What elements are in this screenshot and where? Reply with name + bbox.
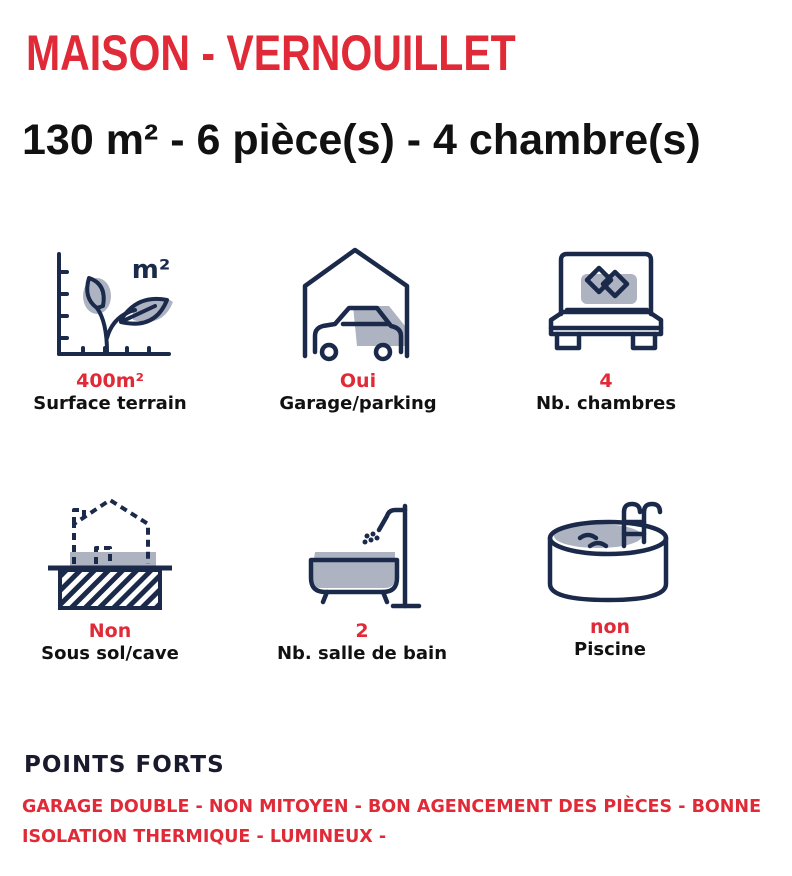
land-surface-icon	[45, 244, 175, 368]
feature-label: Piscine	[574, 639, 646, 660]
feature-salle-de-bain	[252, 498, 472, 666]
pool-icon	[540, 494, 680, 614]
feature-value: Oui	[339, 370, 377, 392]
feature-value: non	[589, 616, 631, 638]
feature-label: Surface terrain	[33, 393, 187, 414]
property-summary: 130 m² - 6 pièce(s) - 4 chambre(s)	[22, 116, 701, 164]
feature-chambres	[496, 244, 716, 416]
feature-label: Nb. chambres	[535, 393, 677, 414]
feature-label: Nb. salle de bain	[276, 643, 448, 664]
bathtub-shower-icon	[297, 498, 427, 618]
basement-icon	[40, 494, 180, 618]
points-forts-text: GARAGE DOUBLE - NON MITOYEN - BON AGENCEMENT DES PIÈCES - BONNE ISOLATION THERMIQUE - LUMINEUX -	[22, 797, 762, 847]
feature-value: Non	[88, 620, 132, 642]
feature-value: 2	[355, 620, 369, 642]
feature-surface-terrain	[0, 244, 220, 416]
feature-label: Garage/parking	[279, 393, 437, 414]
garage-car-icon	[293, 244, 423, 368]
feature-piscine	[500, 494, 720, 662]
feature-value: 400m²	[76, 370, 144, 392]
feature-sous-sol-cave	[0, 494, 220, 666]
feature-label: Sous sol/cave	[41, 643, 179, 664]
feature-garage-parking	[248, 244, 468, 416]
svg-text:m²: m²	[131, 255, 171, 285]
bed-icon	[541, 244, 671, 368]
page-title: MAISON - VERNOUILLET	[26, 25, 516, 81]
points-forts-heading: POINTS FORTS	[24, 752, 225, 778]
feature-value: 4	[599, 370, 613, 392]
